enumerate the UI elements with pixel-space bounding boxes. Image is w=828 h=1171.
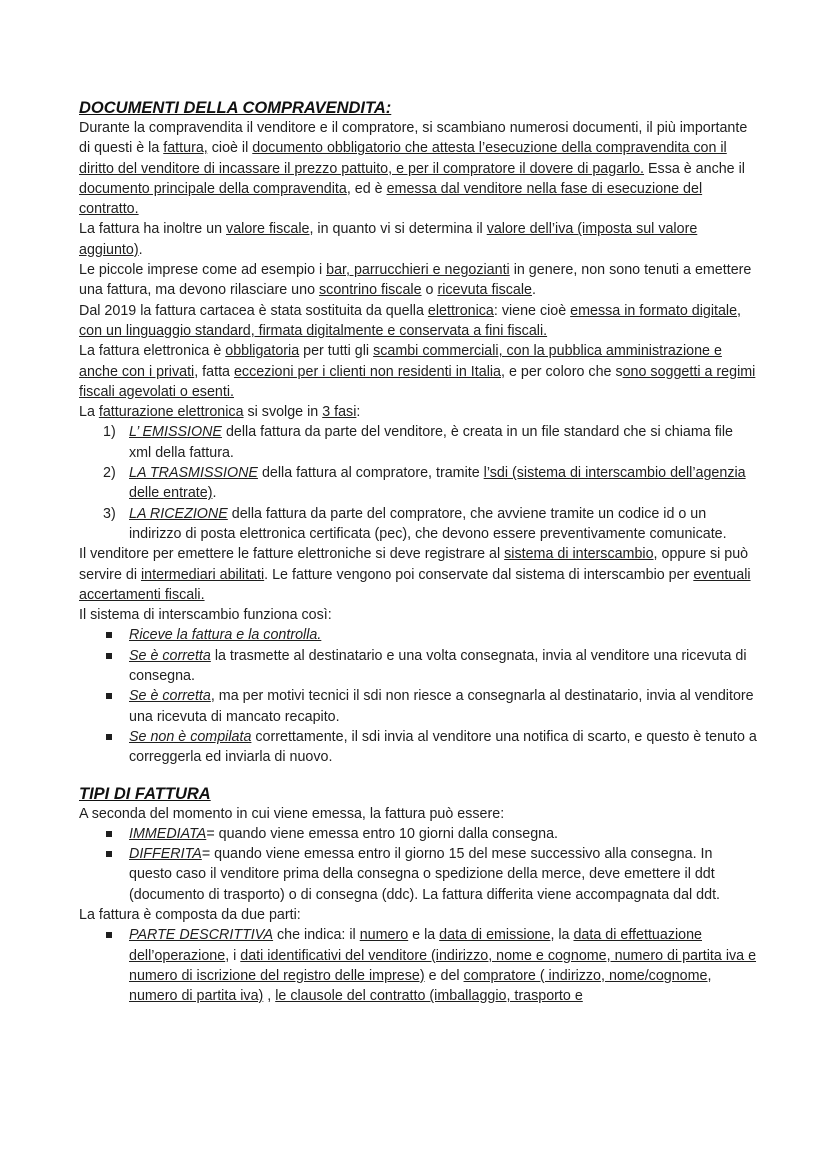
underlined-text: bar, parrucchieri e negozianti [326, 262, 510, 279]
underlined-text: data di effettuazione dell’operazione [129, 927, 702, 964]
text: Il venditore per emettere le fatture elettroniche si deve registrare al [79, 546, 505, 563]
text: , i [225, 947, 241, 964]
bullet-square-icon [106, 653, 112, 659]
phase-term: LA RICEZIONE [129, 505, 228, 522]
paragraph-tipi-intro: A seconda del momento in cui viene emessa, la fattura può essere: [79, 805, 505, 822]
text: e per coloro che s [504, 363, 623, 380]
text: . [138, 241, 143, 258]
text: che indica: il [273, 927, 360, 944]
underlined-text: l’sdi (sistema di interscambio dell’agenzia delle entrate) [129, 465, 746, 502]
list-number: 3) [103, 505, 116, 522]
paragraph-fattura-elettronica [79, 301, 759, 342]
list-item [79, 686, 759, 727]
text: = quando viene emessa entro il giorno 15 del mese successivo alla consegna. In questo caso il venditore prima della consegna o spedizione della merce, deve emettere il ddt (documento di trasporto) o di consegna (ddc). La fattura differita viene accompagnata dal ddt. [129, 846, 721, 903]
types-list [79, 824, 759, 905]
underlined-text: emessa in formato digitale, con un linguaggio standard, firmata digitalmente e conservata a fini fiscali. [79, 302, 742, 339]
text: , [263, 988, 276, 1005]
bullet-square-icon [106, 831, 112, 837]
underlined-text: valore dell’iva (imposta sul valore aggiunto) [79, 221, 698, 258]
text: , ma per motivi tecnici il sdi non riesce a consegnarla al destinatario, invia al venditore una ricevuta di mancato recapito. [129, 688, 754, 725]
item-term: Se è corretta [129, 688, 211, 705]
text: La [79, 404, 99, 421]
text: si svolge in [243, 404, 323, 421]
text: o [421, 282, 438, 299]
text: e del [424, 967, 464, 984]
paragraph-piccole-imprese [79, 260, 759, 301]
list-item [79, 727, 759, 768]
item-term: IMMEDIATA [129, 825, 207, 842]
list-item [79, 625, 759, 645]
bullet-square-icon [106, 693, 112, 699]
underlined-text: documento principale della compravendita [79, 180, 347, 197]
list-item [79, 463, 759, 504]
underlined-text: valore fiscale [226, 221, 310, 238]
underlined-text: ono soggetti a regimi fiscali agevolati o esenti. [79, 363, 756, 400]
text: . [212, 485, 217, 502]
underlined-text: 3 fasi [322, 404, 357, 421]
phase-term: L’ EMISSIONE [129, 424, 222, 441]
text: correttamente, il sdi invia al venditore una notifica di scarto, e questo è tenuto a correggerla ed inviarla di nuovo. [129, 728, 757, 766]
item-term: Se non è compilata [129, 728, 252, 745]
text: : viene cioè [493, 302, 571, 319]
phase-term: LA TRASMISSIONE [129, 465, 258, 482]
underlined-text: intermediari abilitati [140, 566, 265, 583]
list-item [79, 824, 759, 844]
text: , oppure si può servire di [79, 546, 749, 583]
underlined-text: obbligatoria [225, 343, 300, 360]
text: la trasmette al destinatario e una volta consegnata, invia al venditore una ricevuta di consegna. [129, 647, 747, 685]
underlined-text: numero [359, 927, 409, 944]
underlined-text: elettronica [427, 302, 494, 319]
text: Essa è anche il [644, 160, 745, 177]
bullet-square-icon [106, 734, 112, 740]
paragraph-valore-fiscale [79, 219, 759, 260]
underlined-text: scontrino fiscale [319, 282, 422, 299]
phases-list [79, 422, 759, 544]
underlined-text: eventuali accertamenti fiscali. [79, 566, 751, 603]
underlined-text: le clausole del contratto (imballaggio, trasporto e [275, 988, 583, 1005]
underlined-text: compratore ( indirizzo, nome/cognome, numero di partita iva) [129, 967, 712, 1005]
underlined-text: documento obbligatorio che attesta l’esecuzione della compravendita con il diritto del venditore di incassare il prezzo pattuito, e per il compratore il dovere di pagarlo. [79, 140, 727, 177]
text: della fattura al compratore, tramite [257, 465, 484, 482]
text: cioè il [207, 140, 253, 157]
bullet-square-icon [106, 932, 112, 938]
paragraph-sdi-intro: Il sistema di interscambio funziona così: [79, 607, 332, 624]
text: . [532, 282, 536, 299]
list-item [79, 925, 759, 1006]
text: , ed è [346, 180, 387, 197]
paragraph-fattura-intro [79, 118, 759, 219]
bullet-square-icon [106, 632, 112, 638]
sdi-list [79, 625, 759, 767]
document-page [79, 98, 759, 1006]
text: Le piccole imprese come ad esempio i [79, 262, 327, 279]
list-item [79, 646, 759, 687]
list-item [79, 422, 759, 463]
parts-list [79, 925, 759, 1006]
underlined-text: fatturazione elettronica [98, 404, 244, 421]
text: Durante la compravendita il venditore e il compratore, si scambiano numerosi documenti, il più importante di questi è la [79, 120, 748, 157]
underlined-text: fattura, [163, 140, 208, 157]
text: , fatta [194, 363, 234, 380]
text: per tutti gli [299, 343, 374, 360]
section-title-tipi: TIPI DI FATTURA [79, 784, 211, 803]
item-term: DIFFERITA [129, 846, 202, 863]
text: La fattura elettronica è [79, 343, 226, 360]
paragraph-parti-intro: La fattura è composta da due parti: [79, 906, 301, 923]
underlined-text: scambi commerciali, con la pubblica amministrazione e anche con i privati [79, 343, 722, 380]
underlined-text: emessa dal venditore nella fase di esecuzione del contratto. [79, 180, 703, 218]
text: in genere, non sono tenuti a emettere una fattura, ma devono rilasciare uno [79, 262, 752, 299]
text: Dal 2019 la fattura cartacea è stata sostituita da quella [79, 302, 428, 319]
text: e la [408, 927, 440, 944]
text: della fattura da parte del compratore, che avviene tramite un codice id o un indirizzo di posta elettronica certificata (pec), che devono essere preventivamente comunicate. [129, 505, 727, 542]
item-term: Se è corretta [129, 647, 211, 664]
text: La fattura ha inoltre un [79, 221, 227, 238]
paragraph-obbligatoria [79, 341, 759, 402]
paragraph-fasi [79, 402, 759, 422]
underlined-text: ricevuta fiscale [437, 282, 532, 299]
text: della fattura da parte del venditore, è creata in un file standard che si chiama file xml della fattura. [129, 424, 733, 461]
paragraph-registrazione [79, 544, 759, 605]
underlined-text: dati identificativi del venditore (indirizzo, nome e cognome, numero di partita iva e numero di iscrizione del registro delle imprese) [129, 947, 757, 984]
text: = quando viene emessa entro 10 giorni dalla consegna. [206, 825, 559, 842]
item-term: Riceve la fattura e la controlla. [129, 627, 322, 644]
list-number: 2) [103, 465, 116, 482]
text: . Le fatture vengono poi conservate dal sistema di interscambio per [264, 566, 694, 583]
text: , in quanto vi si determina il [309, 221, 487, 238]
underlined-text: eccezioni per i clienti non residenti in Italia, [233, 363, 505, 380]
text: : [356, 404, 361, 421]
bullet-square-icon [106, 851, 112, 857]
underlined-text: sistema di interscambio [504, 546, 654, 563]
section-title-documenti: DOCUMENTI DELLA COMPRAVENDITA: [79, 99, 392, 117]
list-item [79, 844, 759, 905]
text: , la [550, 927, 574, 944]
list-number: 1) [103, 424, 116, 441]
list-item [79, 504, 759, 545]
item-term: PARTE DESCRITTIVA [129, 927, 274, 944]
underlined-text: data di emissione [439, 927, 551, 944]
